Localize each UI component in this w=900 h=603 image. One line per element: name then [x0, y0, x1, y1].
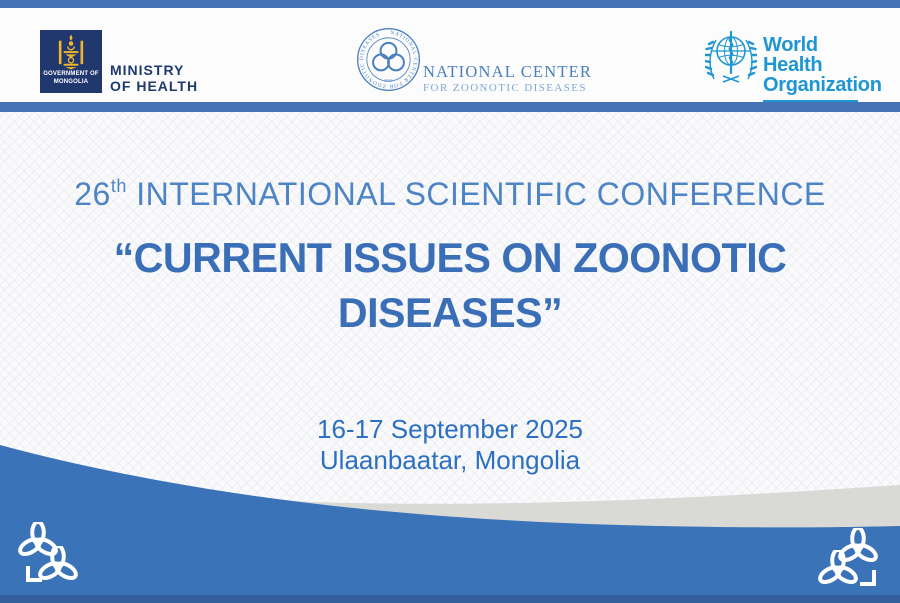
right-corner-ornament [812, 524, 882, 586]
conference-edition: 26 [74, 176, 111, 212]
nczd-name [423, 63, 592, 95]
ministry-name-line1: MINISTRY [110, 62, 185, 78]
nczd-founding-year: 1931 [383, 78, 394, 83]
ministry-name-line2: OF HEALTH [110, 77, 199, 94]
who-name-line2: Organization [763, 74, 882, 96]
top-accent-bar [0, 0, 900, 8]
bottom-wave-graphic [0, 433, 900, 603]
triquetra-knot-icon [818, 550, 858, 590]
conference-heading [0, 176, 900, 213]
conference-title [9, 230, 891, 340]
conference-title-line1: “CURRENT ISSUES ON ZOONOTIC [113, 234, 787, 281]
conference-label: INTERNATIONAL SCIENTIFIC CONFERENCE [126, 176, 826, 212]
triquetra-knot-icon [38, 546, 78, 586]
government-of-mongolia-emblem [40, 30, 102, 93]
government-label-line1: GOVERNMENT OF [43, 71, 99, 77]
who-emblem-icon [705, 29, 757, 85]
left-corner-ornament [18, 520, 88, 582]
nczd-name-line1: NATIONAL CENTER [423, 62, 593, 81]
header-divider-bar [0, 102, 900, 112]
bottom-accent-bar [0, 595, 900, 603]
who-name-line1: World Health [763, 34, 823, 76]
soyombo-icon [58, 34, 84, 70]
conference-title-line2: DISEASES” [337, 289, 563, 336]
corner-bracket-icon [26, 566, 42, 582]
event-date: 16-17 September 2025 [317, 414, 583, 444]
ministry-of-health-name [110, 63, 198, 94]
nczd-seal-icon [356, 27, 421, 92]
nczd-name-line2: FOR ZOONOTIC DISEASES [423, 82, 587, 94]
event-location: Ulaanbaatar, Mongolia [319, 445, 581, 475]
logo-header [0, 8, 900, 102]
corner-bracket-icon [860, 570, 876, 586]
nczd-seal-ring-text: NATIONAL CENTER FOR ZOONOTIC DISEASES [358, 30, 418, 90]
conference-edition-suffix: th [110, 176, 127, 197]
nczd-biohazard-icon [373, 43, 404, 70]
government-label-line2: MONGOLIA [53, 78, 89, 85]
